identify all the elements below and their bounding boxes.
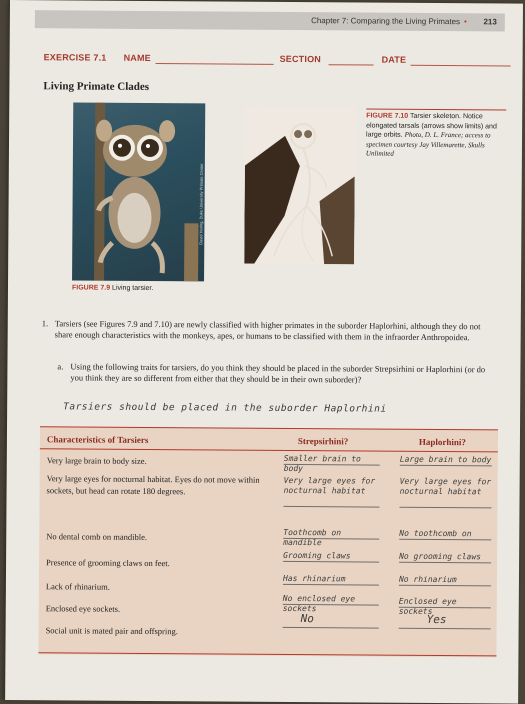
question-1a bbox=[57, 361, 487, 386]
strep-answer[interactable]: Very large eyes for nocturnal habitat bbox=[283, 475, 376, 496]
haplo-answer[interactable]: No rhinarium bbox=[398, 574, 457, 585]
workbook-page bbox=[5, 0, 523, 704]
tarsier-traits-table bbox=[38, 426, 498, 657]
page-number: 213 bbox=[483, 17, 497, 27]
col-header-strepsirhini: Strepsirhini? bbox=[297, 436, 349, 447]
figure-7-10-caption bbox=[366, 108, 506, 159]
trait-row: Very large eyes for nocturnal habitat. Eyes do not move within sockets, but head can rotate 180 degrees. bbox=[46, 473, 260, 497]
section-field-line[interactable] bbox=[329, 64, 374, 65]
exercise-label: EXERCISE 7.1 bbox=[43, 52, 107, 63]
trait-row: Lack of rhinarium. bbox=[45, 581, 110, 592]
trait-row: Presence of grooming claws on feet. bbox=[46, 557, 170, 569]
trait-row: Very large brain to body size. bbox=[46, 455, 147, 466]
strep-answer[interactable]: Toothcomb on mandible bbox=[283, 527, 342, 548]
figure-7-9-label: FIGURE 7.9 bbox=[71, 284, 111, 292]
haplo-answer[interactable]: No toothcomb on bbox=[399, 528, 472, 539]
haplo-answer[interactable]: Large brain to body bbox=[399, 454, 492, 465]
tarsier-photo bbox=[72, 102, 205, 281]
question-1a-text: Using the following traits for tarsiers, do you think they should be placed in the suborder Strepsirhini or Haplorhini (or do you think they are so different from either that they should be in their own suborder)? bbox=[70, 361, 486, 385]
trait-row: Enclosed eye sockets. bbox=[45, 603, 121, 614]
name-field-line[interactable] bbox=[156, 63, 274, 65]
question-1-text: Tarsiers (see Figures 7.9 and 7.10) are newly classified with higher primates in the suborder Haplorhini, although they do not share enough characteristics with the monkeys, apes, or humans to be classified with them in the infraorder Anthropoidea. bbox=[54, 318, 481, 343]
tarsier-illustration bbox=[72, 102, 205, 281]
date-field-line[interactable] bbox=[411, 65, 511, 67]
section-label: SECTION bbox=[279, 53, 322, 65]
running-header bbox=[35, 10, 505, 31]
tarsier-skeleton-photo bbox=[244, 106, 355, 265]
question-1a-letter: a. bbox=[57, 361, 64, 372]
haplo-answer[interactable]: Very large eyes for nocturnal habitat bbox=[399, 476, 492, 497]
haplo-answer[interactable]: Enclosed eye sockets bbox=[398, 596, 457, 616]
strep-answer[interactable]: Grooming claws bbox=[283, 550, 351, 561]
caption-rule bbox=[366, 108, 506, 110]
name-label: NAME bbox=[123, 52, 151, 63]
col-header-haplorhini: Haplorhini? bbox=[418, 436, 466, 448]
figure-7-10-credit: Photo, D. L. France; access to specimen courtesy Jay Villemarette, Skulls Unlimited bbox=[365, 130, 491, 158]
exercise-row bbox=[44, 52, 514, 69]
strep-answer[interactable]: No enclosed eye sockets bbox=[282, 593, 356, 614]
header-bullet: • bbox=[464, 17, 467, 27]
figure-7-9-text: Living tarsier. bbox=[112, 284, 154, 293]
strep-answer[interactable]: Has rhinarium bbox=[282, 573, 346, 584]
section-title: Living Primate Clades bbox=[43, 80, 150, 93]
chapter-title: Chapter 7: Comparing the Living Primates bbox=[311, 16, 461, 27]
question-1a-answer[interactable]: Tarsiers should be placed in the suborder Haplorhini bbox=[63, 401, 387, 415]
trait-row: Social unit is mated pair and offspring. bbox=[45, 625, 178, 637]
question-1 bbox=[42, 318, 482, 343]
col-header-characteristics: Characteristics of Tarsiers bbox=[46, 434, 149, 445]
question-1-number: 1. bbox=[41, 318, 49, 329]
haplo-answer[interactable]: No grooming claws bbox=[399, 551, 482, 562]
date-label: DATE bbox=[381, 54, 407, 65]
figure-7-10-text: Tarsier skeleton. Notice elongated tarsals (arrows show limits) and large orbits. bbox=[366, 112, 497, 139]
trait-row: No dental comb on mandible. bbox=[46, 531, 148, 542]
skeleton-illustration bbox=[244, 106, 355, 265]
figure-7-9-caption bbox=[72, 284, 153, 292]
strep-answer[interactable]: Smaller brain to body bbox=[283, 453, 361, 474]
photo-credit-vertical: David Haring, Duke University Primate Center bbox=[198, 163, 204, 245]
strep-answer[interactable]: No bbox=[300, 612, 314, 626]
haplo-answer[interactable]: Yes bbox=[426, 612, 447, 627]
figure-7-10-label: FIGURE 7.10 bbox=[366, 112, 409, 120]
